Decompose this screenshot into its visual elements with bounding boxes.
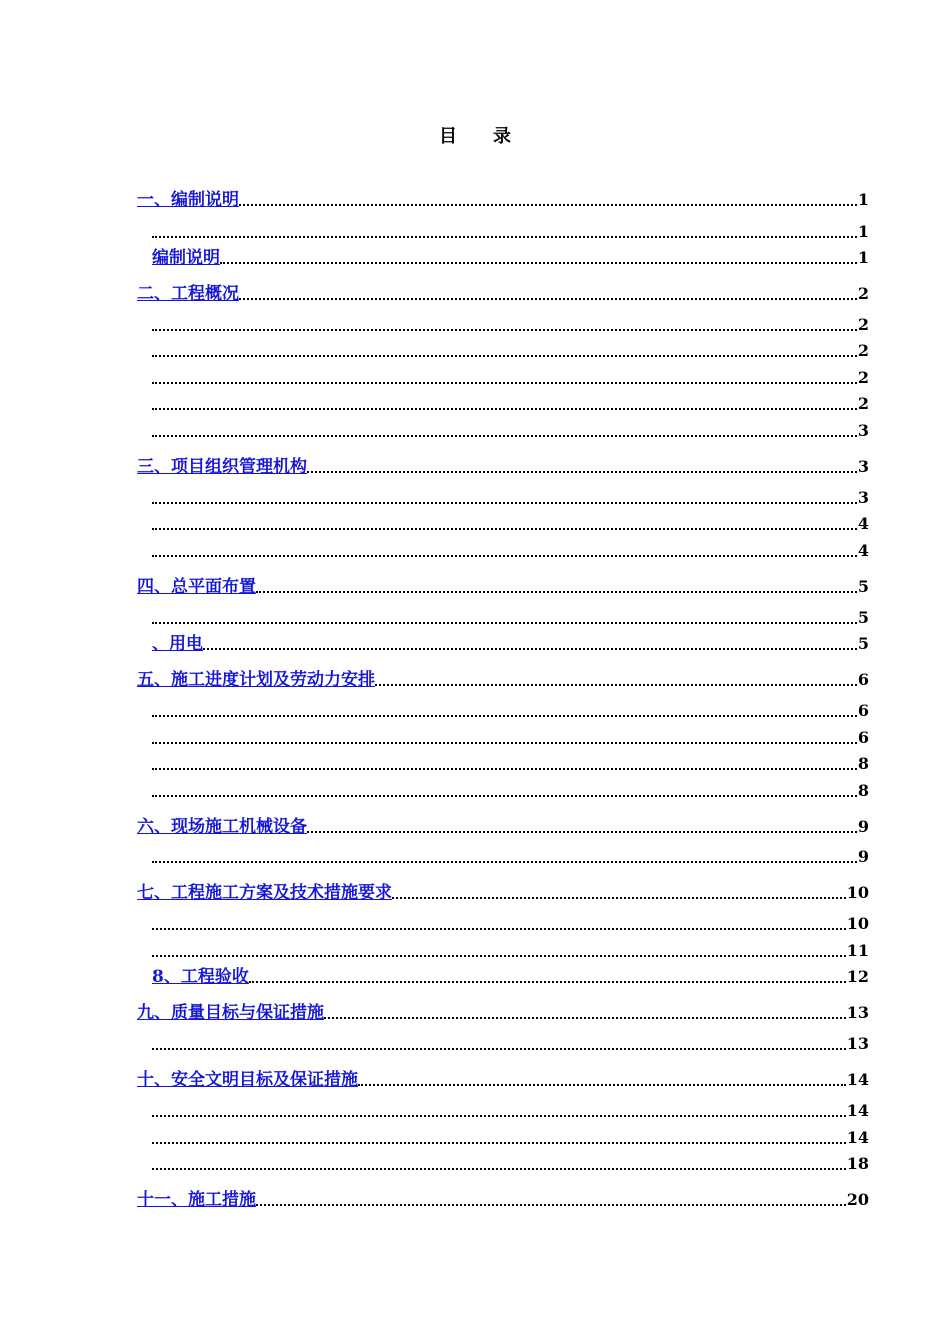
toc-leader-dots (375, 664, 857, 686)
toc-entry[interactable] (152, 752, 869, 774)
toc-entry-label[interactable]: 七、工程施工方案及技术措施要求 (137, 883, 392, 903)
toc-leader-dots (152, 309, 857, 331)
toc-page-number: 5 (857, 608, 869, 627)
toc-leader-dots (152, 908, 846, 930)
toc-page-number: 9 (857, 817, 869, 836)
toc-entry[interactable] (152, 392, 869, 414)
toc-page-number: 20 (846, 1190, 869, 1209)
toc-leader-dots (256, 1184, 846, 1206)
toc-entry[interactable] (137, 815, 869, 837)
toc-leader-dots (152, 602, 857, 624)
toc-page-number: 12 (846, 967, 869, 986)
toc-entry-label[interactable]: 九、质量目标与保证措施 (137, 1003, 324, 1023)
toc-page-number: 2 (857, 394, 869, 413)
toc-leader-dots (152, 935, 846, 957)
toc-entry-label[interactable]: 编制说明 (152, 248, 220, 268)
toc-leader-dots (152, 388, 857, 410)
toc-entry[interactable] (137, 1068, 869, 1090)
toc-leader-dots (152, 362, 857, 384)
toc-entry-label[interactable]: 一、编制说明 (137, 190, 239, 210)
toc-page-number: 13 (846, 1034, 869, 1053)
toc-leader-dots (152, 1028, 846, 1050)
toc-entry[interactable] (152, 1099, 869, 1121)
toc-entry-label[interactable]: 五、施工进度计划及劳动力安排 (137, 670, 375, 690)
toc-entry[interactable] (152, 220, 869, 242)
toc-entry[interactable] (152, 1126, 869, 1148)
toc-entry[interactable] (137, 455, 869, 477)
toc-page-number: 2 (857, 284, 869, 303)
toc-entry-label[interactable]: 十一、施工措施 (137, 1190, 256, 1210)
toc-entry-label[interactable]: 、用电 (152, 634, 203, 654)
toc-leader-dots (152, 482, 857, 504)
toc-leader-dots (256, 571, 857, 593)
toc-entry[interactable] (137, 668, 869, 690)
toc-leader-dots (249, 961, 846, 983)
toc-leader-dots (152, 748, 857, 770)
toc-entry[interactable] (152, 1032, 869, 1054)
toc-entry[interactable] (152, 419, 869, 441)
toc-leader-dots (152, 535, 857, 557)
toc-leader-dots (152, 216, 857, 238)
toc-leader-dots (307, 811, 857, 833)
toc-page-number: 14 (846, 1070, 869, 1089)
toc-entry[interactable] (137, 282, 869, 304)
toc-entry[interactable] (152, 339, 869, 361)
toc-entry[interactable] (152, 845, 869, 867)
toc-leader-dots (152, 841, 857, 863)
toc-entry[interactable] (137, 881, 869, 903)
toc-page-number: 13 (846, 1003, 869, 1022)
toc-leader-dots (392, 877, 846, 899)
toc-leader-dots (152, 722, 857, 744)
toc-leader-dots (152, 1122, 846, 1144)
toc-page-number: 6 (857, 670, 869, 689)
toc-entry-label[interactable]: 六、现场施工机械设备 (137, 817, 307, 837)
toc-entry[interactable] (152, 726, 869, 748)
toc-entry-label[interactable]: 三、项目组织管理机构 (137, 457, 307, 477)
toc-leader-dots (152, 335, 857, 357)
toc-entry[interactable] (152, 486, 869, 508)
toc-page-number: 5 (857, 634, 869, 653)
toc-leader-dots (152, 695, 857, 717)
toc-entry[interactable] (152, 512, 869, 534)
toc-page-number: 10 (846, 914, 869, 933)
toc-entry[interactable] (152, 965, 869, 987)
toc-page-number: 9 (857, 847, 869, 866)
toc-entry-label[interactable]: 8、工程验收 (152, 967, 249, 987)
toc-entry[interactable] (137, 1188, 869, 1210)
toc-leader-dots (324, 997, 846, 1019)
toc-page-number: 1 (857, 222, 869, 241)
toc-entry-label[interactable]: 十、安全文明目标及保证措施 (137, 1070, 358, 1090)
toc-page-number: 2 (857, 315, 869, 334)
toc-entry[interactable] (137, 1001, 869, 1023)
toc-entry[interactable] (152, 912, 869, 934)
toc-page-number: 4 (857, 541, 869, 560)
toc-entry[interactable] (137, 188, 869, 210)
toc-leader-dots (203, 628, 857, 650)
toc-leader-dots (152, 508, 857, 530)
toc-leader-dots (358, 1064, 846, 1086)
toc-entry[interactable] (152, 632, 869, 654)
toc-entry[interactable] (152, 366, 869, 388)
toc-page-number: 11 (846, 941, 869, 960)
toc-page-number: 14 (846, 1101, 869, 1120)
toc-page-number: 18 (846, 1154, 869, 1173)
toc-page-number: 2 (857, 341, 869, 360)
toc-page-number: 5 (857, 577, 869, 596)
toc-leader-dots (152, 1148, 846, 1170)
toc-page-number: 10 (846, 883, 869, 902)
toc-page-number: 3 (857, 421, 869, 440)
toc-page-number: 1 (857, 248, 869, 267)
toc-entry[interactable] (152, 1152, 869, 1174)
toc-leader-dots (152, 1095, 846, 1117)
toc-entry[interactable] (152, 246, 869, 268)
toc-entry[interactable] (152, 539, 869, 561)
toc-leader-dots (307, 451, 857, 473)
toc-title: 目 录 (439, 126, 511, 147)
toc-entry[interactable] (152, 699, 869, 721)
toc-leader-dots (220, 242, 857, 264)
toc-entry[interactable] (137, 575, 869, 597)
toc-page-number: 3 (857, 488, 869, 507)
toc-page-number: 4 (857, 514, 869, 533)
toc-entry[interactable] (152, 779, 869, 801)
toc-entry-label[interactable]: 二、工程概况 (137, 284, 239, 304)
toc-page-number: 3 (857, 457, 869, 476)
toc-leader-dots (152, 415, 857, 437)
toc-entry[interactable] (152, 606, 869, 628)
toc-entry-label[interactable]: 四、总平面布置 (137, 577, 256, 597)
toc-entry[interactable] (152, 313, 869, 335)
toc-page-number: 1 (857, 190, 869, 209)
toc-leader-dots (239, 184, 857, 206)
toc-leader-dots (152, 775, 857, 797)
toc-page-number: 14 (846, 1128, 869, 1147)
toc-page-number: 2 (857, 368, 869, 387)
toc-leader-dots (239, 278, 857, 300)
toc-page-number: 8 (857, 754, 869, 773)
toc-page-number: 8 (857, 781, 869, 800)
toc-entry[interactable] (152, 939, 869, 961)
toc-page-number: 6 (857, 728, 869, 747)
toc-page-number: 6 (857, 701, 869, 720)
